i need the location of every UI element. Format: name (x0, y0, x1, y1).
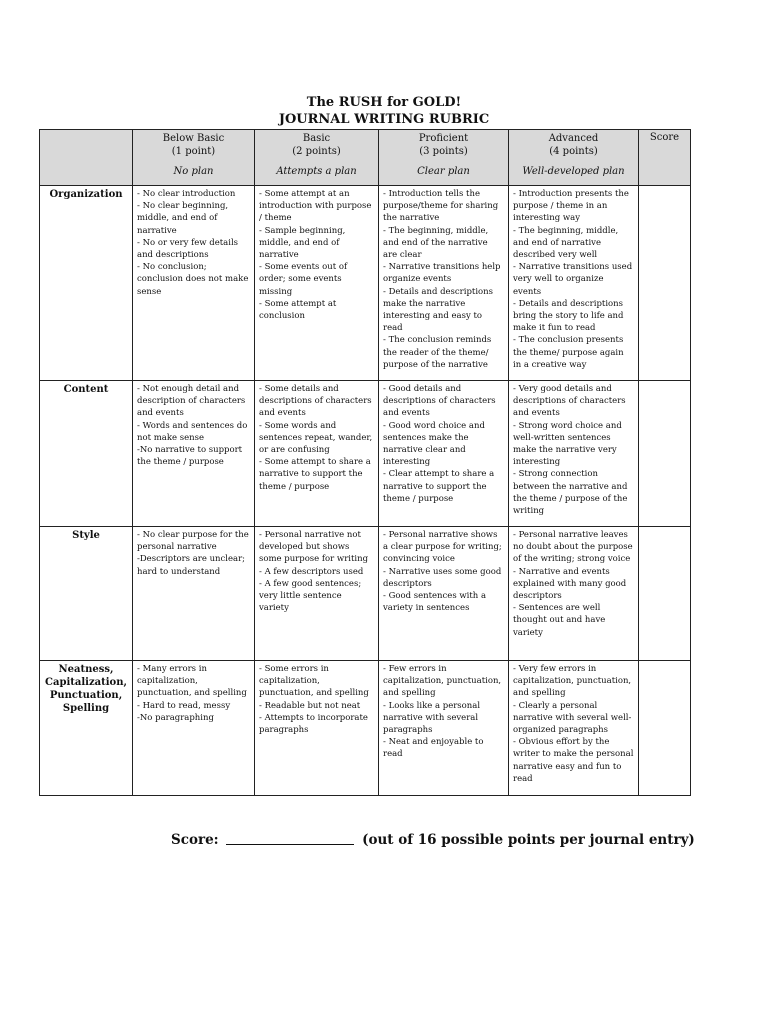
criterion-item: - Attempts to incorporate paragraphs (259, 712, 368, 736)
criterion-item: -No narrative to support the theme / purpose (137, 445, 243, 468)
header-row (40, 130, 691, 186)
criteria-cell (133, 527, 255, 661)
criterion-item: - Not enough detail and description of characters and events (137, 384, 246, 419)
criterion-item: - Strong connection between the narrative and the theme / purpose of the writing (513, 469, 628, 517)
criterion-item: -Descriptors are unclear; hard to understand (137, 554, 246, 577)
criteria-cell (133, 661, 255, 796)
criterion-item: - Some errors in capitalization, punctuation, and spelling (259, 664, 369, 699)
criterion-item: - Details and descriptions bring the story to life and make it fun to read (513, 298, 624, 334)
criterion-item: - A few descriptors used (259, 566, 364, 577)
criterion-item: - Hard to read, messy (137, 700, 231, 711)
criterion-item: - Narrative and events explained with many good descriptors (513, 566, 627, 602)
criterion-item: - No or very few details and descriptions (137, 237, 239, 261)
criterion-item: - Narrative transitions help organize events (383, 262, 501, 285)
level-points: (3 points) (419, 146, 468, 157)
criterion-item: - Personal narrative leaves no doubt about the purpose of the writing; strong voice (513, 530, 633, 565)
page-subtitle: JOURNAL WRITING RUBRIC (278, 112, 490, 127)
level-points: (4 points) (549, 146, 598, 157)
criteria-cell (509, 381, 639, 527)
rubric-row-neatness (40, 661, 691, 796)
header-below-basic (133, 130, 255, 186)
criterion-item: - The beginning, middle, and end of the narrative are clear (383, 225, 489, 261)
criterion-item: - Clear attempt to share a narrative to support the theme / purpose (383, 469, 495, 504)
score-cell[interactable] (639, 527, 691, 661)
criterion-item: - Clearly a personal narrative with several well-organized paragraphs (513, 700, 632, 736)
criteria-cell (255, 186, 379, 381)
rubric-row-style (40, 527, 691, 661)
criterion-item: - The conclusion presents the theme/ purpose again in a creative way (513, 335, 624, 370)
score-cell[interactable] (639, 661, 691, 796)
criterion-item: - No conclusion; conclusion does not make sense (137, 262, 249, 297)
level-name: Advanced (548, 133, 599, 144)
criterion-item: - Words and sentences do not make sense (137, 420, 248, 443)
criterion-item: -No paragraphing (137, 712, 214, 723)
criterion-item: - The conclusion reminds the reader of the theme/ purpose of the narrative (383, 335, 492, 370)
level-points: (2 points) (292, 146, 341, 157)
criterion-item: - Very good details and descriptions of characters and events (513, 384, 626, 419)
level-name: Basic (302, 133, 331, 144)
level-desc: Clear plan (417, 166, 470, 177)
criteria-cell (379, 381, 509, 527)
criterion-item: - Many errors in capitalization, punctuation, and spelling (137, 664, 247, 699)
criterion-item: - Some details and descriptions of characters and events (259, 384, 372, 419)
criterion-item: - Narrative uses some good descriptors (383, 566, 502, 589)
criterion-item: - No clear purpose for the personal narrative (137, 530, 249, 553)
criterion-item: - Sentences are well thought out and have variety (513, 603, 606, 638)
category-label: Style (40, 527, 133, 661)
category-label: Neatness, Capitalization, Punctuation, Spelling (40, 661, 133, 796)
criteria-cell (133, 186, 255, 381)
level-name: Below Basic (162, 133, 225, 144)
level-desc: Well-developed plan (522, 166, 625, 177)
header-basic (255, 130, 379, 186)
category-label: Content (40, 381, 133, 527)
criterion-item: - Some attempt at conclusion (259, 298, 337, 322)
header-advanced (509, 130, 639, 186)
page-title: The RUSH for GOLD! (306, 95, 462, 110)
criterion-item: - Neat and enjoyable to read (383, 737, 484, 760)
rubric-table (39, 129, 691, 796)
rubric-row-content (40, 381, 691, 527)
criterion-item: - Introduction presents the purpose / theme in an interesting way (513, 189, 629, 224)
criteria-cell (509, 661, 639, 796)
score-note: (out of 16 possible points per journal entry) (362, 832, 695, 848)
criterion-item: - Details and descriptions make the narrative interesting and easy to read (383, 286, 493, 334)
criterion-item: - Good details and descriptions of characters and events (383, 384, 496, 419)
criteria-cell (379, 527, 509, 661)
level-desc: Attempts a plan (276, 166, 357, 177)
criterion-item: - The beginning, middle, and end of narrative described very well (513, 225, 619, 261)
level-desc: No plan (173, 166, 214, 177)
header-blank-cell (40, 130, 133, 186)
criterion-item: - Obvious effort by the writer to make the personal narrative easy and fun to read (513, 737, 634, 784)
criteria-cell (255, 381, 379, 527)
criterion-item: - A few good sentences; very little sentence variety (259, 578, 362, 614)
level-name: Proficient (418, 133, 469, 144)
criteria-cell (255, 661, 379, 796)
criterion-item: - Introduction tells the purpose/theme for sharing the narrative (383, 189, 499, 224)
criteria-cell (379, 186, 509, 381)
criterion-item: - Strong word choice and well-written sentences make the narrative very interesting (513, 420, 622, 468)
criterion-item: - Looks like a personal narrative with several paragraphs (383, 700, 481, 736)
criterion-item: - No clear beginning, middle, and end of narrative (137, 201, 229, 236)
score-cell[interactable] (639, 186, 691, 381)
criterion-item: - Some attempt at an introduction with purpose / theme (259, 189, 372, 224)
criterion-item: - Good word choice and sentences make the narrative clear and interesting (383, 420, 485, 468)
criterion-item: - Readable but not neat (259, 700, 361, 711)
criterion-item: - Some attempt to share a narrative to support the theme / purpose (259, 457, 371, 492)
criteria-cell (133, 381, 255, 527)
criterion-item: - Personal narrative shows a clear purpose for writing; convincing voice (383, 530, 502, 565)
criterion-item: - Sample beginning, middle, and end of narrative (259, 225, 346, 261)
criteria-cell (255, 527, 379, 661)
criterion-item: - Very few errors in capitalization, punctuation, and spelling (513, 664, 632, 699)
category-label: Organization (40, 186, 133, 381)
rubric-row-organization (40, 186, 691, 381)
level-points: (1 point) (171, 146, 216, 157)
criterion-item: - Some events out of order; some events missing (259, 262, 348, 297)
criterion-item: - Narrative transitions used very well to organize events (513, 262, 633, 297)
criterion-item: - No clear introduction (137, 189, 236, 199)
score-label: Score: (171, 832, 219, 848)
header-score: Score (639, 130, 691, 186)
criterion-item: - Good sentences with a variety in sentences (383, 591, 487, 614)
score-line (171, 832, 695, 848)
score-cell[interactable] (639, 381, 691, 527)
criterion-item: - Few errors in capitalization, punctuation, and spelling (383, 664, 502, 699)
criterion-item: - Personal narrative not developed but shows some purpose for writing (259, 530, 369, 565)
criteria-cell (379, 661, 509, 796)
header-proficient (379, 130, 509, 186)
criterion-item: - Some words and sentences repeat, wander, or are confusing (259, 420, 373, 456)
score-blank-field[interactable] (226, 832, 354, 845)
criteria-cell (509, 186, 639, 381)
criteria-cell (509, 527, 639, 661)
